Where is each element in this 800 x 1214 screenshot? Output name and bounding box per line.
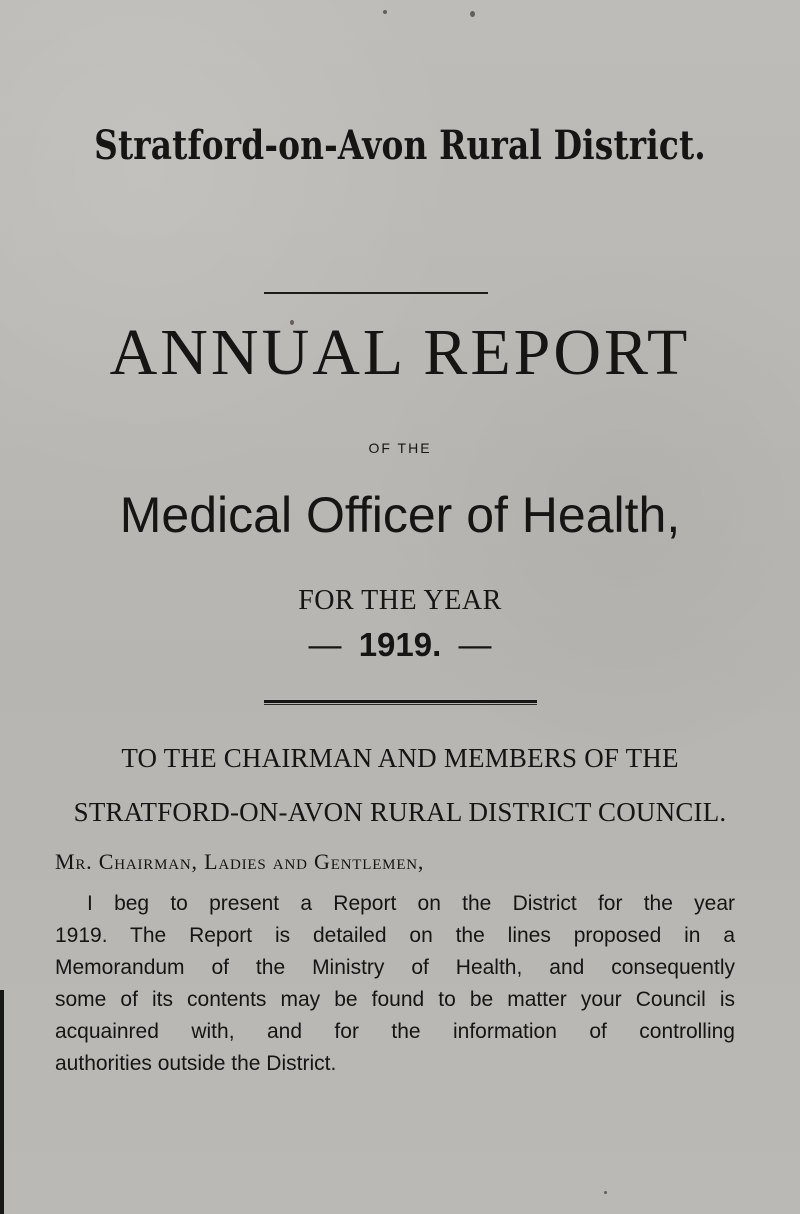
- title-divider: [264, 292, 488, 294]
- address-line-council: STRATFORD-ON-AVON RURAL DISTRICT COUNCIL.: [73, 797, 727, 827]
- of-the-label: OF THE: [368, 440, 432, 456]
- paragraph-line: 1919. The Report is detailed on the lines proposed in a: [55, 924, 735, 947]
- salutation: Mr. Chairman, Ladies and Gentlemen,: [55, 849, 425, 874]
- paper-speck: [470, 11, 475, 17]
- paragraph-line: Memorandum of the Ministry of Health, and consequently: [55, 956, 735, 979]
- year-left-dash: —: [308, 626, 342, 663]
- paragraph-line: acquainred with, and for the information of controlling: [55, 1020, 735, 1043]
- paragraph-line: authorities outside the District.: [55, 1052, 337, 1075]
- report-year: 1919.: [358, 626, 442, 663]
- address-line-chairman-members: TO THE CHAIRMAN AND MEMBERS OF THE: [121, 743, 679, 773]
- district-title: Stratford-on-Avon Rural District.: [94, 122, 706, 169]
- left-page-edge: [0, 990, 4, 1214]
- paragraph-line: some of its contents may be found to be matter your Council is: [55, 988, 735, 1011]
- report-paragraph: [55, 888, 735, 1080]
- paper-speck: [383, 10, 387, 14]
- paragraph-line: I beg to present a Report on the District for the year: [87, 892, 735, 915]
- year-right-dash: —: [458, 626, 492, 663]
- medical-officer-title: Medical Officer of Health,: [119, 487, 681, 543]
- paper-speck: [604, 1191, 607, 1194]
- annual-report-title: ANNUAL REPORT: [109, 316, 691, 389]
- year-heading: [0, 626, 800, 664]
- for-the-year-label: FOR THE YEAR: [298, 585, 502, 616]
- section-divider: [264, 700, 537, 705]
